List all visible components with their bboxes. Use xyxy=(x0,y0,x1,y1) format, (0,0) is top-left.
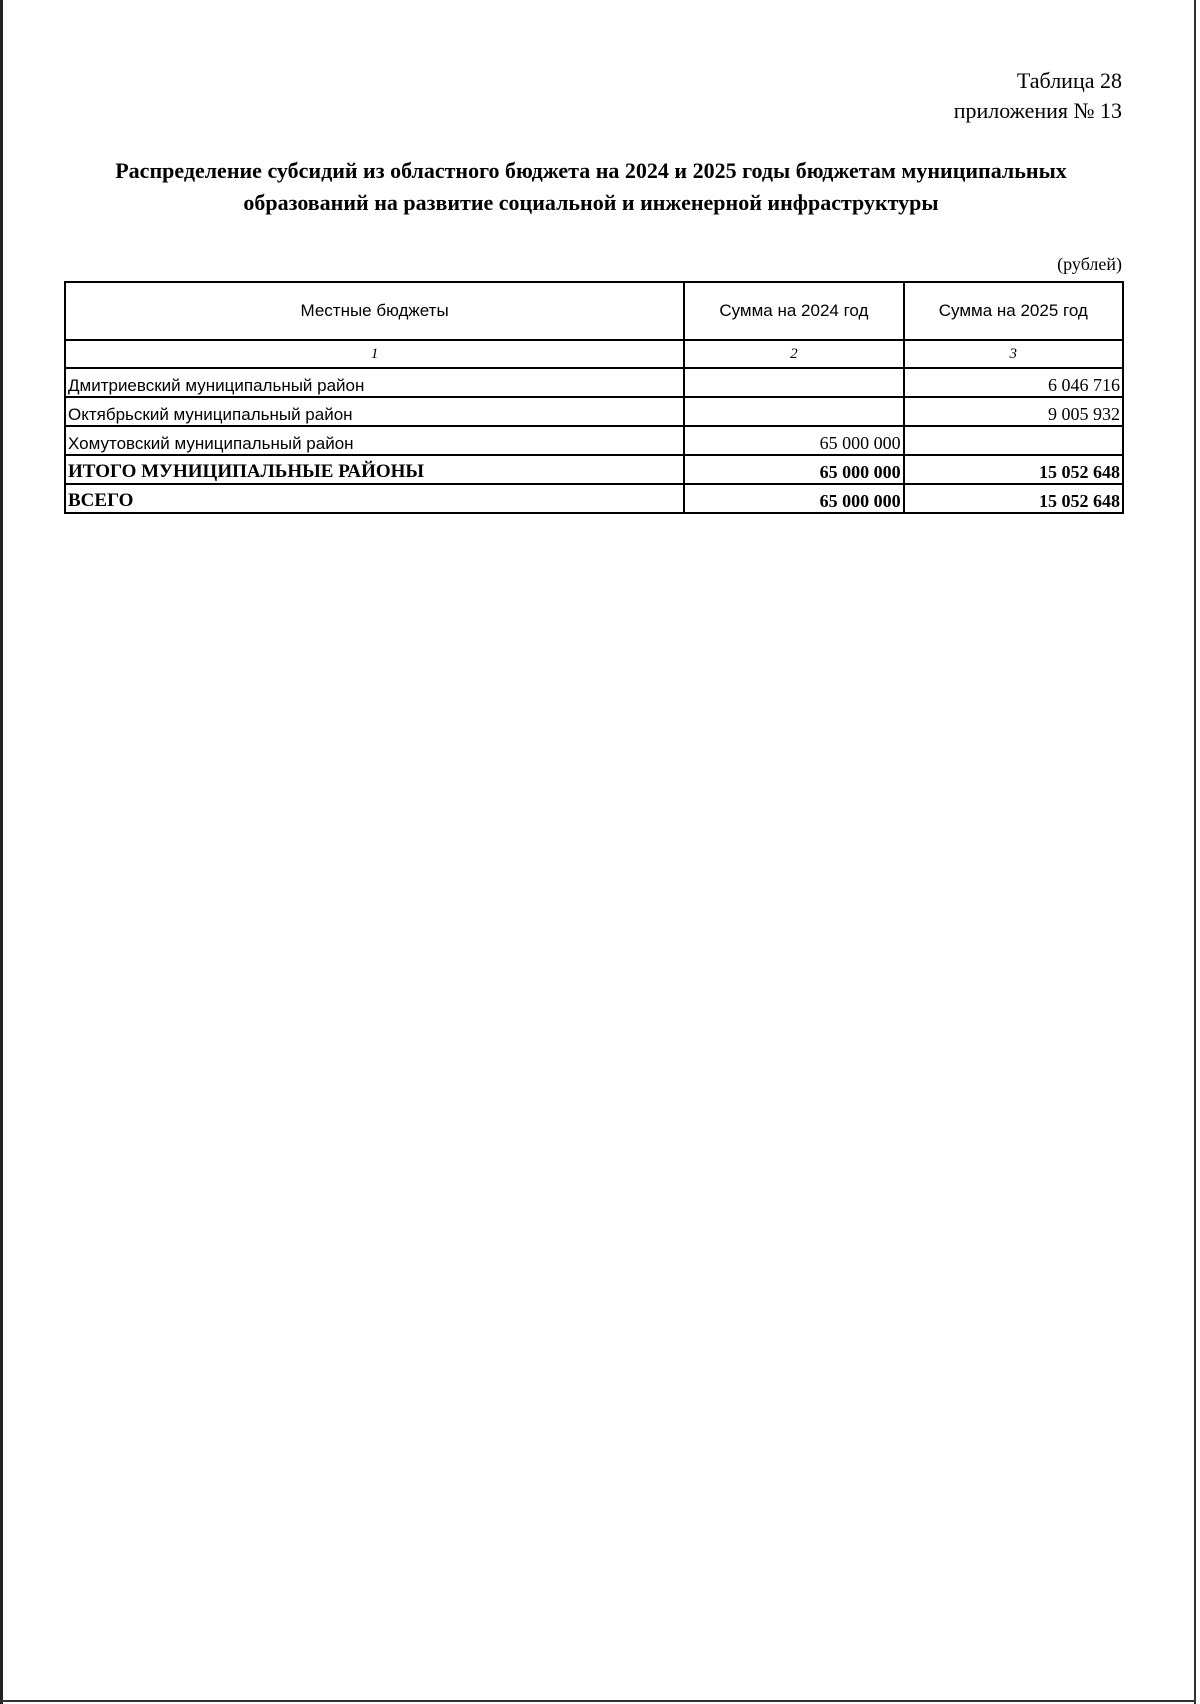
title-line-2: образований на развитие социальной и инженерной инфраструктуры xyxy=(243,190,939,215)
table-row xyxy=(65,426,1123,455)
scan-edge-right xyxy=(1194,0,1196,1704)
row-sum-2025 xyxy=(904,426,1123,455)
table-number: Таблица 28 xyxy=(1016,68,1122,93)
table-reference xyxy=(954,66,1122,126)
row-sum-2024 xyxy=(684,397,903,426)
subtotal-name: ИТОГО МУНИЦИПАЛЬНЫЕ РАЙОНЫ xyxy=(65,455,684,484)
header-sum-2024: Сумма на 2024 год xyxy=(684,282,903,340)
row-name: Октябрьский муниципальный район xyxy=(65,397,684,426)
header-local-budgets: Местные бюджеты xyxy=(65,282,684,340)
column-number-row xyxy=(65,340,1123,368)
subtotal-row xyxy=(65,455,1123,484)
appendix-number: приложения № 13 xyxy=(953,98,1122,123)
document-title xyxy=(60,155,1122,219)
column-number-1: 1 xyxy=(65,340,684,368)
row-sum-2024 xyxy=(684,368,903,397)
row-name: Дмитриевский муниципальный район xyxy=(65,368,684,397)
grand-total-row xyxy=(65,484,1123,513)
row-sum-2025: 6 046 716 xyxy=(904,368,1123,397)
row-sum-2025: 9 005 932 xyxy=(904,397,1123,426)
header-sum-2025: Сумма на 2025 год xyxy=(904,282,1123,340)
grand-total-sum-2025: 15 052 648 xyxy=(904,484,1123,513)
subsidy-table xyxy=(64,281,1124,514)
units-label: (рублей) xyxy=(1057,254,1122,274)
subtotal-sum-2025: 15 052 648 xyxy=(904,455,1123,484)
table-row xyxy=(65,368,1123,397)
scan-edge-bottom xyxy=(0,1700,1196,1702)
column-number-3: 3 xyxy=(904,340,1123,368)
subtotal-sum-2024: 65 000 000 xyxy=(684,455,903,484)
scan-edge-left xyxy=(0,0,3,1704)
header-row xyxy=(65,282,1123,340)
grand-total-sum-2024: 65 000 000 xyxy=(684,484,903,513)
table-row xyxy=(65,397,1123,426)
row-name: Хомутовский муниципальный район xyxy=(65,426,684,455)
title-line-1: Распределение субсидий из областного бюджета на 2024 и 2025 годы бюджетам муниципальных xyxy=(115,158,1067,183)
grand-total-name: ВСЕГО xyxy=(65,484,684,513)
column-number-2: 2 xyxy=(684,340,903,368)
row-sum-2024: 65 000 000 xyxy=(684,426,903,455)
